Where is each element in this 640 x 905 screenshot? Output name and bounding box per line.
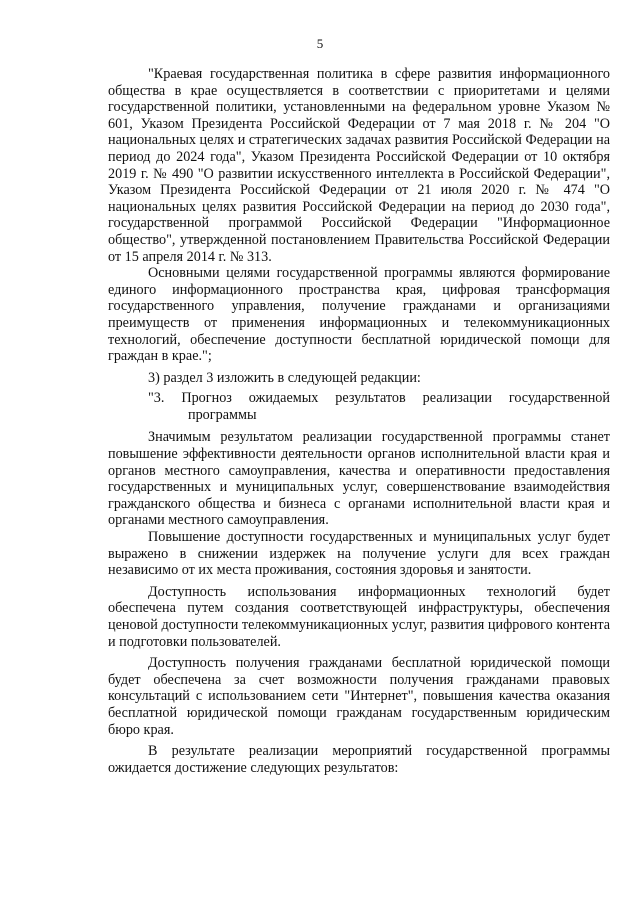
paragraph-expected-results: В результате реализации мероприятий государственной программы ожидается достижение следующих результатов: bbox=[108, 743, 610, 776]
page-number: 5 bbox=[316, 36, 324, 51]
paragraph-service-accessibility: Повышение доступности государственных и муниципальных услуг будет выражено в снижении издержек на получение услуги для всех граждан независимо от их места проживания, состояния здоровья и занятости. bbox=[108, 529, 610, 579]
paragraph-significant-result: Значимым результатом реализации государственной программы станет повышение эффективности деятельности органов исполнительной власти края и органов местного самоуправления, качества и оперативности предоставления государственных и муниципальных услуг, совершенствование взаимодействия гражданского общества и бизнеса с органами исполнительной власти края и органами местного самоуправления. bbox=[108, 429, 610, 529]
paragraph-program-goals: Основными целями государственной программы являются формирование единого информационного пространства края, цифровая трансформация государственного управления, получение гражданами и организациями преимуществ от применения информационных и телекоммуникационных технологий, обеспечение доступности бесплатной юридической помощи для граждан в крае."; bbox=[108, 265, 610, 365]
document-body bbox=[108, 66, 610, 776]
paragraph-legal-aid: Доступность получения гражданами бесплатной юридической помощи будет обеспечена за счет возможности получения гражданами правовых консультаций с использованием сети "Интернет", повышения качества оказания бесплатной юридической помощи гражданам государственным юридическим бюро края. bbox=[108, 655, 610, 738]
paragraph-section-amendment: 3) раздел 3 изложить в следующей редакции: bbox=[148, 369, 421, 386]
section-heading: "3. Прогноз ожидаемых результатов реализации государственной программы bbox=[148, 390, 610, 423]
paragraph-state-policy: "Краевая государственная политика в сфере развития информационного общества в крае осуществляется в соответствии с приоритетами и целями государственной политики, установленными на федеральном уровне Указом № 601, Указом Президента Российской Федерации от 7 мая 2018 г. № 204 "О национальных целях и стратегических задачах развития Российской Федерации на период до 2024 года", Указом Президента Российской Федерации от 10 октября 2019 г. № 490 "О развитии искусственного интеллекта в Российской Федерации", Указом Президента Российской Федерации от 21 июля 2020 г. № 474 "О национальных целях развития Российской Федерации на период до 2030 года", государственной программой Российской Федерации "Информационное общество", утвержденной постановлением Правительства Российской Федерации от 15 апреля 2014 г. № 313. bbox=[108, 66, 610, 265]
paragraph-it-accessibility: Доступность использования информационных технологий будет обеспечена путем создания соответствующей инфраструктуры, обеспечения ценовой доступности телекоммуникационных услуг, развития цифрового контента и подготовки пользователей. bbox=[108, 583, 610, 650]
